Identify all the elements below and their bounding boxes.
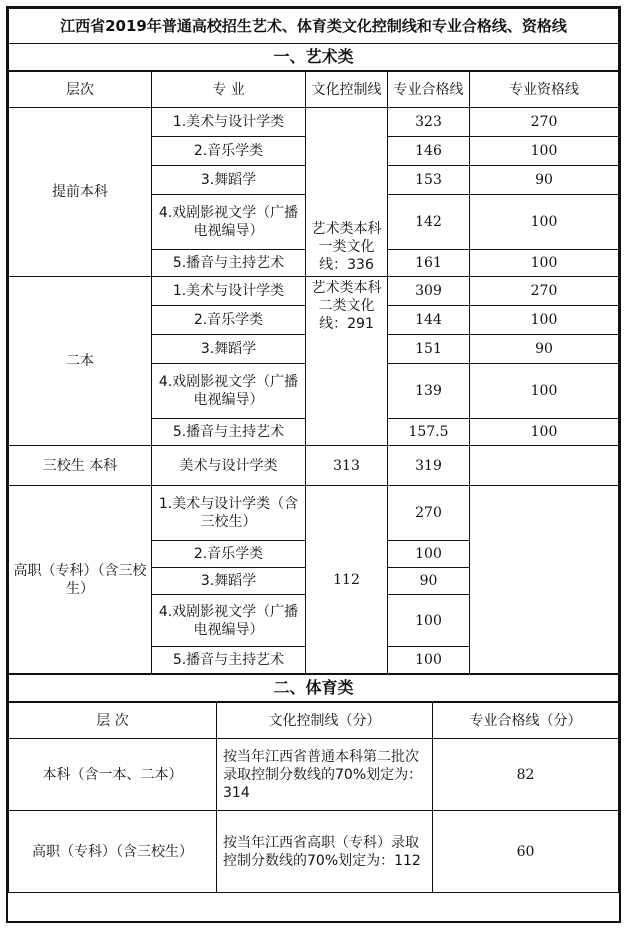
header-level: 层次 — [9, 72, 152, 108]
level-cell: 高职（专科）（含三校生） — [9, 486, 152, 674]
header-pass-line: 专业合格线（分） — [433, 703, 619, 739]
title-table — [8, 8, 619, 71]
qualification-cell — [470, 446, 619, 486]
pass-cell: 319 — [388, 446, 470, 486]
art-header-row — [9, 72, 619, 108]
table-row — [9, 811, 619, 893]
pass-cell: 146 — [388, 137, 470, 166]
culture-line-cell: 艺术类本科一类文化线：336 — [306, 108, 388, 277]
major-cell: 3.舞蹈学 — [152, 335, 306, 364]
pass-cell: 270 — [388, 486, 470, 541]
level-cell: 本科（含一本、二本） — [9, 739, 217, 811]
sport-title-table — [8, 674, 619, 702]
major-cell: 5.播音与主持艺术 — [152, 419, 306, 446]
pass-cell: 153 — [388, 166, 470, 195]
sport-header-row — [9, 703, 619, 739]
major-cell: 美术与设计学类 — [152, 446, 306, 486]
qualification-cell — [470, 486, 619, 674]
major-cell: 1.美术与设计学类 — [152, 277, 306, 306]
document-title: 江西省2019年普通高校招生艺术、体育类文化控制线和专业合格线、资格线 — [9, 9, 619, 44]
pass-cell: 323 — [388, 108, 470, 137]
header-culture-line: 文化控制线 — [306, 72, 388, 108]
qualification-cell: 100 — [470, 137, 619, 166]
culture-line-cell: 按当年江西省高职（专科）录取控制分数线的70%划定为：112 — [217, 811, 433, 893]
culture-line-cell: 按当年江西省普通本科第二批次录取控制分数线的70%划定为：314 — [217, 739, 433, 811]
qualification-cell: 90 — [470, 335, 619, 364]
qualification-cell: 100 — [470, 419, 619, 446]
level-cell: 提前本科 — [9, 108, 152, 277]
header-culture-line: 文化控制线（分） — [217, 703, 433, 739]
qualification-cell: 100 — [470, 306, 619, 335]
qualification-cell: 90 — [470, 166, 619, 195]
major-cell: 1.美术与设计学类（含三校生） — [152, 486, 306, 541]
qualification-cell: 100 — [470, 364, 619, 419]
pass-cell: 100 — [388, 647, 470, 674]
culture-line-cell: 艺术类本科二类文化线：291 — [306, 277, 388, 446]
pass-cell: 100 — [388, 595, 470, 647]
major-cell: 4.戏剧影视文学（广播电视编导） — [152, 195, 306, 250]
qualification-cell: 270 — [470, 108, 619, 137]
culture-line-cell: 112 — [306, 486, 388, 674]
art-section-title: 一、艺术类 — [9, 44, 619, 71]
major-cell: 5.播音与主持艺术 — [152, 250, 306, 277]
pass-cell: 144 — [388, 306, 470, 335]
qualification-cell: 100 — [470, 250, 619, 277]
pass-cell: 100 — [388, 541, 470, 568]
sport-section-title: 二、体育类 — [9, 675, 619, 702]
major-cell: 2.音乐学类 — [152, 137, 306, 166]
pass-cell: 151 — [388, 335, 470, 364]
pass-cell: 157.5 — [388, 419, 470, 446]
table-row — [9, 277, 619, 306]
pass-cell: 90 — [388, 568, 470, 595]
table-row — [9, 739, 619, 811]
level-cell: 高职（专科）（含三校生） — [9, 811, 217, 893]
pass-cell: 309 — [388, 277, 470, 306]
header-level: 层 次 — [9, 703, 217, 739]
table-row — [9, 108, 619, 137]
header-pass-line: 专业合格线 — [388, 72, 470, 108]
sport-table — [8, 702, 619, 893]
major-cell: 5.播音与主持艺术 — [152, 647, 306, 674]
pass-cell: 60 — [433, 811, 619, 893]
major-cell: 1.美术与设计学类 — [152, 108, 306, 137]
major-cell: 3.舞蹈学 — [152, 568, 306, 595]
major-cell: 3.舞蹈学 — [152, 166, 306, 195]
header-major: 专 业 — [152, 72, 306, 108]
pass-cell: 161 — [388, 250, 470, 277]
major-cell: 4.戏剧影视文学（广播电视编导） — [152, 595, 306, 647]
qualification-cell: 270 — [470, 277, 619, 306]
pass-cell: 142 — [388, 195, 470, 250]
art-table — [8, 71, 619, 674]
major-cell: 2.音乐学类 — [152, 306, 306, 335]
score-document — [6, 6, 621, 923]
header-qualification-line: 专业资格线 — [470, 72, 619, 108]
major-cell: 4.戏剧影视文学（广播电视编导） — [152, 364, 306, 419]
level-cell: 三校生 本科 — [9, 446, 152, 486]
qualification-cell: 100 — [470, 195, 619, 250]
level-cell: 二本 — [9, 277, 152, 446]
culture-line-cell: 313 — [306, 446, 388, 486]
table-row — [9, 446, 619, 486]
pass-cell: 82 — [433, 739, 619, 811]
table-row — [9, 486, 619, 541]
major-cell: 2.音乐学类 — [152, 541, 306, 568]
pass-cell: 139 — [388, 364, 470, 419]
